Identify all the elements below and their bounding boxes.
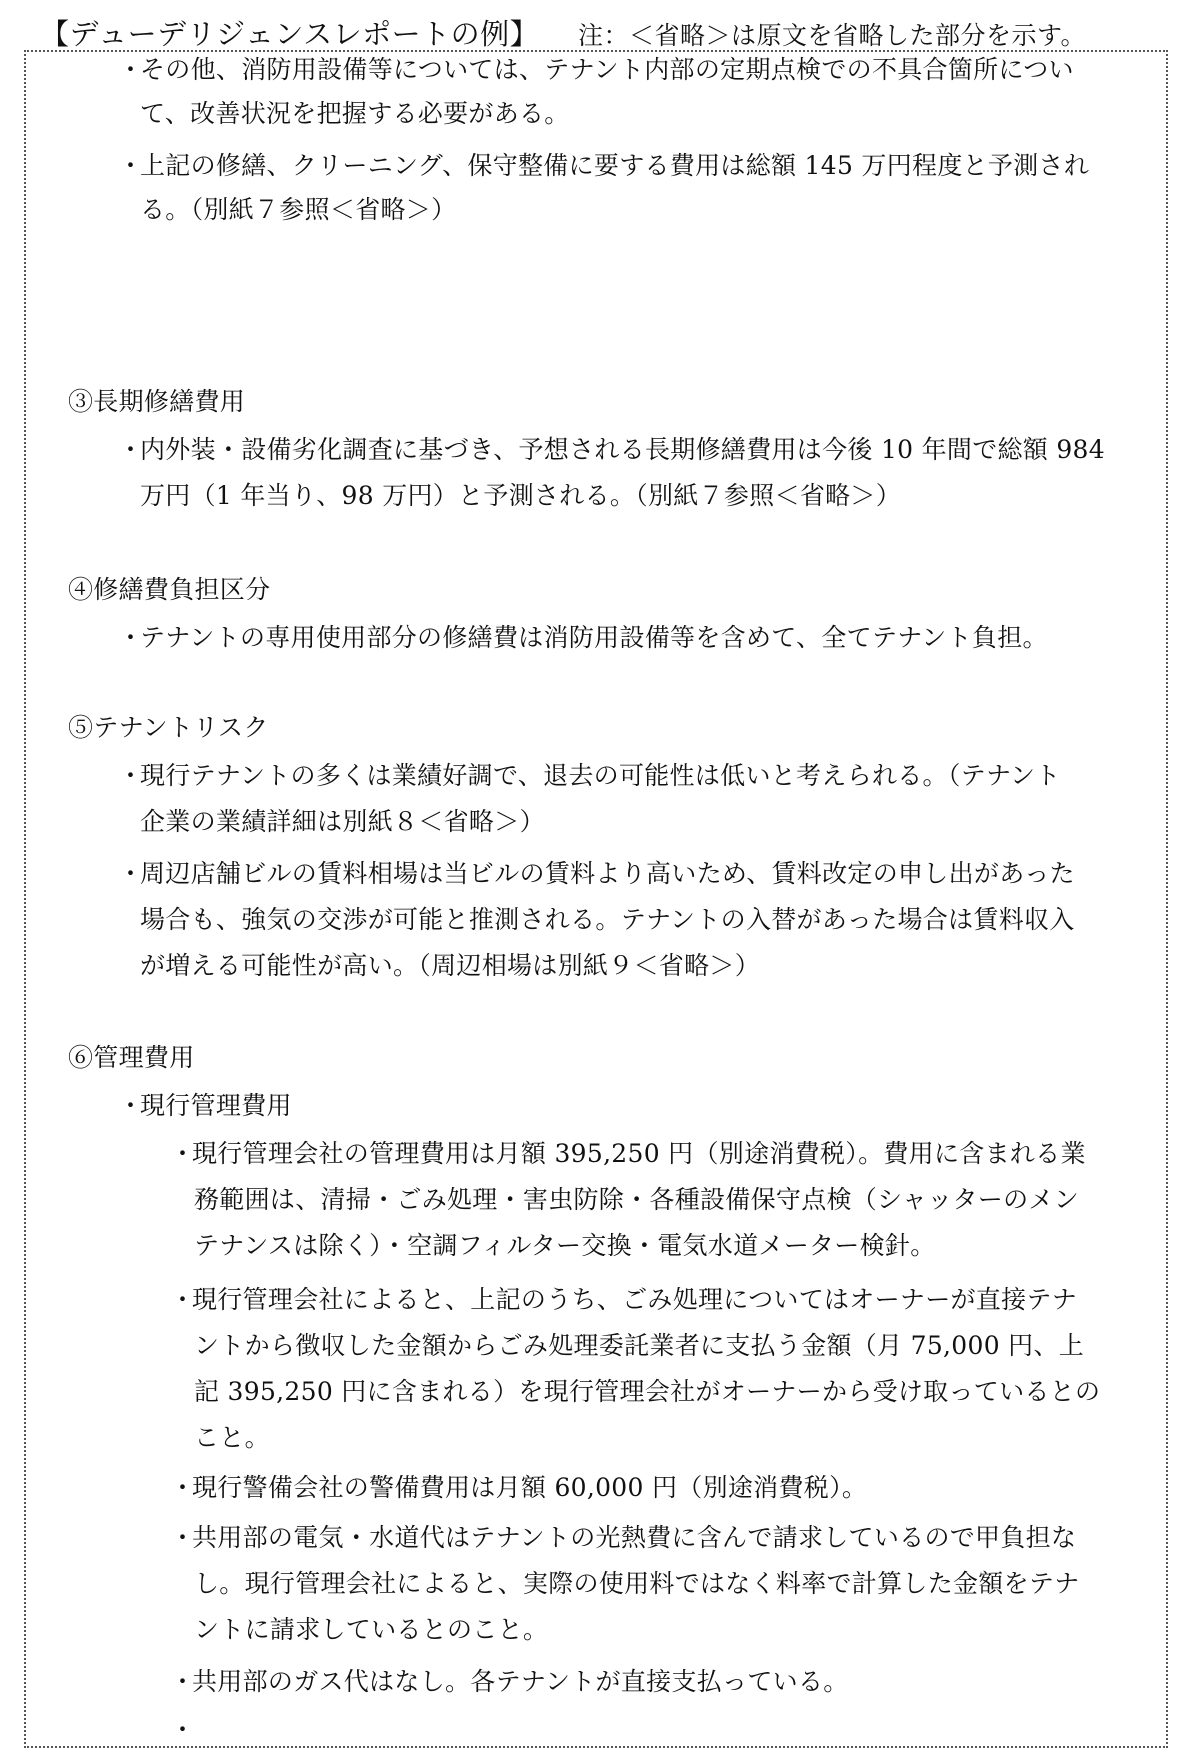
list-item-continuation: 場合も、強気の交渉が可能と推測される。テナントの入替があった場合は賃料収入 — [140, 905, 1075, 934]
list-item — [118, 1088, 292, 1124]
list-item-continuation: が増える可能性が高い。（周辺相場は別紙９＜省略＞） — [140, 951, 761, 980]
list-item-continuation: 万円（1 年当り、98 万円）と予測される。（別紙７参照＜省略＞） — [140, 481, 902, 510]
section-heading-long-term-repair: ③長期修繕費用 — [68, 387, 246, 416]
bullet-mark: ・ — [118, 623, 144, 652]
list-item-text: 上記の修繕、クリーニング、保守整備に要する費用は総額 145 万円程度と予測され — [140, 151, 1090, 180]
bullet-mark: ・ — [170, 1667, 196, 1696]
sub-list-item — [170, 1470, 867, 1506]
list-item-continuation: る。（別紙７参照＜省略＞） — [140, 195, 457, 224]
list-item-text: 周辺店舗ビルの賃料相場は当ビルの賃料より高いため、賃料改定の申し出があった — [140, 859, 1075, 888]
sub-list-item-continuation: テナンスは除く）・空調フィルター交換・電気水道メーター検針。 — [194, 1231, 936, 1260]
section-heading-tenant-risk: ⑤テナントリスク — [68, 713, 269, 742]
list-item — [118, 432, 1105, 468]
bullet-mark: ・ — [118, 55, 144, 84]
bullet-mark: ・ — [118, 151, 144, 180]
sub-list-item — [170, 1520, 1076, 1556]
list-item-text: テナントの専用使用部分の修繕費は消防用設備等を含めて、全てテナント負担。 — [140, 623, 1048, 652]
list-item-text: 現行テナントの多くは業績好調で、退去の可能性は低いと考えられる。（テナント — [140, 761, 1061, 790]
bullet-mark: ・ — [170, 1285, 196, 1314]
list-item-continuation: て、改善状況を把握する必要がある。 — [140, 99, 570, 128]
bullet-mark: ・ — [118, 859, 144, 888]
omission-note: 注：＜省略＞は原文を省略した部分を示す。 — [578, 21, 1087, 50]
sub-list-item-text: 現行管理会社の管理費用は月額 395,250 円（別途消費税）。費用に含まれる業 — [192, 1139, 1086, 1168]
sub-list-item-continuation: 記 395,250 円に含まれる）を現行管理会社がオーナーから受け取っているとの — [194, 1377, 1101, 1406]
sub-list-item-text: 共用部のガス代はなし。各テナントが直接支払っている。 — [192, 1667, 849, 1696]
document-header — [40, 14, 1180, 54]
list-item-text: 現行管理費用 — [140, 1091, 292, 1120]
sub-list-item-continuation: 務範囲は、清掃・ごみ処理・害虫防除・各種設備保守点検（シャッターのメン — [194, 1185, 1080, 1214]
bullet-mark: ・ — [170, 1523, 196, 1552]
list-item-text: 内外装・設備劣化調査に基づき、予想される長期修繕費用は今後 10 年間で総額 984 — [140, 435, 1105, 464]
list-item — [118, 52, 1074, 88]
list-item — [118, 758, 1061, 794]
bullet-mark: ・ — [118, 435, 144, 464]
document-title: 【デューデリジェンスレポートの例】 — [40, 17, 540, 51]
sub-list-item-text: 現行警備会社の警備費用は月額 60,000 円（別途消費税）。 — [192, 1473, 868, 1502]
sub-list-item-text: 共用部の電気・水道代はテナントの光熱費に含んで請求しているので甲負担な — [192, 1523, 1077, 1552]
bullet-mark: ・ — [118, 761, 144, 790]
bullet-mark: ・ — [170, 1473, 196, 1502]
list-item-text: その他、消防用設備等については、テナント内部の定期点検での不具合箇所につい — [140, 55, 1074, 84]
section-heading-repair-cost-allocation: ④修繕費負担区分 — [68, 575, 271, 604]
section-heading-management-cost: ⑥管理費用 — [68, 1043, 195, 1072]
list-item — [118, 148, 1089, 184]
bullet-mark: ・ — [170, 1139, 196, 1168]
sub-list-item — [170, 1136, 1086, 1172]
sub-list-item — [170, 1282, 1077, 1318]
sub-list-item-text: 現行管理会社によると、上記のうち、ごみ処理についてはオーナーが直接テナ — [192, 1285, 1078, 1314]
sub-list-item-continuation: ントに請求しているとのこと。 — [194, 1615, 549, 1644]
bullet-mark: ・ — [118, 1091, 144, 1120]
sub-list-item — [170, 1664, 849, 1700]
sub-list-item-continuation: こと。 — [194, 1423, 270, 1452]
list-item — [118, 620, 1048, 656]
empty-sub-list-item — [170, 1712, 196, 1748]
list-item — [118, 856, 1075, 892]
bullet-mark: ・ — [170, 1715, 196, 1744]
sub-list-item-continuation: し。現行管理会社によると、実際の使用料ではなく料率で計算した金額をテナ — [194, 1569, 1080, 1598]
list-item-continuation: 企業の業績詳細は別紙８＜省略＞） — [140, 807, 545, 836]
sub-list-item-continuation: ントから徴収した金額からごみ処理委託業者に支払う金額（月 75,000 円、上 — [194, 1331, 1085, 1360]
